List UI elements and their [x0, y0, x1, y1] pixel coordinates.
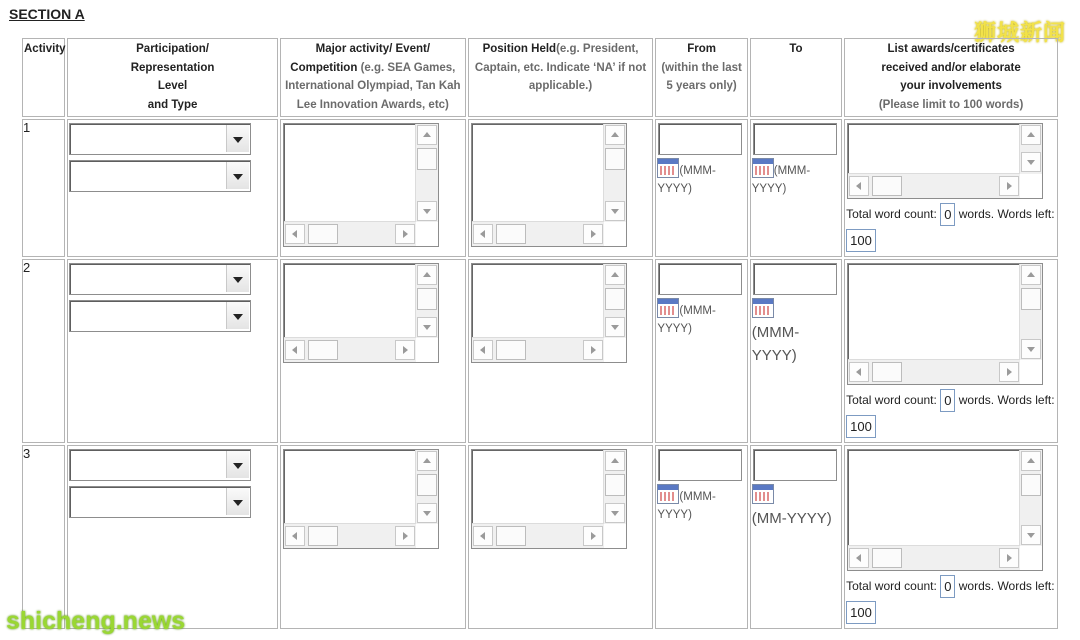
awards-textarea[interactable]	[847, 449, 1043, 571]
header-position-hint: applicable.)	[528, 80, 593, 92]
scroll-corner	[1020, 174, 1042, 198]
position-held-cell	[468, 445, 654, 629]
to-cell	[750, 445, 842, 629]
from-date-input[interactable]	[658, 263, 742, 295]
scroll-up-icon[interactable]	[1021, 451, 1041, 471]
date-format-hint: (MMM-YYYY)	[751, 165, 811, 195]
horizontal-scrollbar[interactable]	[848, 545, 1020, 570]
word-count-line	[846, 387, 1057, 439]
words-left-label: words. Words left:	[958, 207, 1055, 221]
scroll-left-icon[interactable]	[473, 526, 493, 546]
scroll-thumb[interactable]	[605, 288, 625, 310]
scroll-corner	[604, 338, 626, 362]
scroll-corner	[1020, 546, 1042, 570]
header-position-hint: Captain, etc. Indicate ‘NA’ if not	[474, 61, 647, 74]
header-awards-line: your involvements	[900, 80, 1002, 92]
word-count-label: Total word count:	[846, 393, 937, 407]
table-row	[22, 445, 1058, 629]
scroll-thumb[interactable]	[496, 224, 526, 244]
major-activity-textarea[interactable]	[283, 449, 439, 549]
word-count-value: 0	[940, 389, 955, 412]
word-count-line	[846, 201, 1057, 253]
calendar-icon[interactable]	[657, 484, 679, 504]
header-activity-label: Activity	[24, 43, 66, 55]
header-to	[750, 38, 842, 117]
watermark-bottom: shicheng.news	[6, 607, 186, 635]
header-position-hint: (e.g. President,	[556, 43, 639, 55]
to-date-input[interactable]	[753, 263, 837, 295]
position-held-cell	[468, 259, 654, 443]
date-format-hint: (MMM-YYYY)	[657, 165, 716, 195]
horizontal-scrollbar[interactable]	[848, 359, 1020, 384]
row-number: 3	[22, 445, 65, 629]
scroll-up-icon[interactable]	[1021, 265, 1041, 285]
scroll-thumb[interactable]	[496, 340, 526, 360]
scroll-left-icon[interactable]	[849, 362, 869, 382]
chevron-down-icon[interactable]	[226, 125, 249, 152]
header-awards-line: received and/or elaborate	[881, 61, 1021, 74]
scroll-thumb[interactable]	[872, 362, 902, 382]
header-major-hint: Lee Innovation Awards, etc)	[296, 98, 449, 111]
horizontal-scrollbar[interactable]	[472, 523, 604, 548]
scroll-thumb[interactable]	[605, 474, 625, 496]
horizontal-scrollbar[interactable]	[472, 221, 604, 246]
scroll-down-icon[interactable]	[1021, 339, 1041, 359]
scroll-corner	[416, 338, 438, 362]
participation-level-select[interactable]	[69, 123, 251, 155]
to-date-hint	[752, 298, 841, 367]
header-participation-line: Level	[157, 80, 188, 92]
participation-type-select[interactable]	[69, 486, 251, 518]
header-participation	[67, 38, 278, 117]
word-count-value: 0	[940, 203, 955, 226]
position-held-textarea[interactable]	[471, 123, 627, 247]
chevron-down-icon[interactable]	[226, 451, 249, 478]
participation-type-select[interactable]	[69, 300, 251, 332]
scroll-down-icon[interactable]	[417, 201, 437, 221]
from-cell	[655, 259, 747, 443]
position-held-textarea[interactable]	[471, 449, 627, 549]
scroll-thumb[interactable]	[417, 474, 437, 496]
vertical-scrollbar[interactable]	[603, 264, 626, 338]
header-awards-hint: (Please limit to 100 words)	[878, 98, 1024, 111]
vertical-scrollbar[interactable]	[1019, 450, 1042, 546]
scroll-down-icon[interactable]	[605, 201, 625, 221]
scroll-thumb[interactable]	[308, 526, 338, 546]
vertical-scrollbar[interactable]	[603, 124, 626, 222]
date-format-hint: (MMM-YYYY)	[751, 324, 800, 364]
header-from-hint: 5 years only)	[666, 80, 737, 92]
from-date-input[interactable]	[658, 449, 742, 481]
to-date-input[interactable]	[753, 123, 837, 155]
header-activity	[22, 38, 65, 117]
to-cell	[750, 119, 842, 257]
row-number: 1	[22, 119, 65, 257]
horizontal-scrollbar[interactable]	[284, 523, 416, 548]
header-major-line: Major activity/ Event/	[315, 43, 431, 55]
table-row	[22, 259, 1058, 443]
header-major-hint: International Olympiad, Tan Kah	[285, 80, 461, 92]
scroll-left-icon[interactable]	[473, 224, 493, 244]
vertical-scrollbar[interactable]	[415, 124, 438, 222]
to-cell	[750, 259, 842, 443]
scroll-left-icon[interactable]	[849, 176, 869, 196]
scroll-corner	[604, 524, 626, 548]
scroll-right-icon[interactable]	[999, 176, 1019, 196]
scroll-down-icon[interactable]	[417, 503, 437, 523]
horizontal-scrollbar[interactable]	[848, 173, 1020, 198]
words-left-value: 100	[846, 601, 876, 624]
scroll-left-icon[interactable]	[285, 224, 305, 244]
watermark-top: 狮城新闻	[973, 20, 1066, 45]
vertical-scrollbar[interactable]	[415, 264, 438, 338]
major-activity-cell	[280, 119, 466, 257]
words-left-label: words. Words left:	[958, 579, 1055, 593]
header-awards-line: List awards/certificates	[887, 43, 1015, 55]
scroll-left-icon[interactable]	[285, 340, 305, 360]
participation-level-select[interactable]	[69, 449, 251, 481]
awards-textarea[interactable]	[847, 123, 1043, 199]
scroll-up-icon[interactable]	[417, 451, 437, 471]
header-participation-line: Participation/	[136, 43, 209, 55]
scroll-left-icon[interactable]	[849, 548, 869, 568]
vertical-scrollbar[interactable]	[1019, 124, 1042, 174]
header-major-activity	[280, 38, 466, 117]
scroll-up-icon[interactable]	[605, 451, 625, 471]
scroll-right-icon[interactable]	[999, 362, 1019, 382]
scroll-thumb[interactable]	[1021, 474, 1041, 496]
header-position-label: Position Held	[482, 43, 557, 55]
word-count-line	[846, 573, 1057, 625]
header-participation-line: and Type	[147, 98, 198, 111]
date-format-hint: (MMM-YYYY)	[657, 491, 716, 521]
words-left-value: 100	[846, 415, 876, 438]
header-major-line: Competition	[290, 61, 361, 74]
awards-textarea[interactable]	[847, 263, 1043, 385]
header-from-label: From	[687, 43, 716, 55]
words-left-value: 100	[846, 229, 876, 252]
header-position-held	[468, 38, 654, 117]
scroll-up-icon[interactable]	[605, 265, 625, 285]
participation-cell	[67, 445, 278, 629]
calendar-icon[interactable]	[752, 298, 774, 318]
from-date-hint	[657, 484, 746, 524]
scroll-thumb[interactable]	[1021, 288, 1041, 310]
participation-type-select[interactable]	[69, 160, 251, 192]
row-number: 2	[22, 259, 65, 443]
scroll-right-icon[interactable]	[999, 548, 1019, 568]
awards-cell	[844, 119, 1058, 257]
calendar-icon[interactable]	[657, 158, 679, 178]
from-date-hint	[657, 158, 746, 198]
word-count-label: Total word count:	[846, 207, 937, 221]
vertical-scrollbar[interactable]	[415, 450, 438, 524]
scroll-thumb[interactable]	[872, 548, 902, 568]
to-date-input[interactable]	[753, 449, 837, 481]
major-activity-textarea[interactable]	[283, 123, 439, 247]
chevron-down-icon[interactable]	[226, 162, 249, 189]
scroll-thumb[interactable]	[308, 224, 338, 244]
scroll-corner	[416, 524, 438, 548]
words-left-label: words. Words left:	[958, 393, 1055, 407]
header-from	[655, 38, 747, 117]
position-held-cell	[468, 119, 654, 257]
scroll-down-icon[interactable]	[605, 317, 625, 337]
from-cell	[655, 119, 747, 257]
to-date-hint	[752, 158, 841, 198]
horizontal-scrollbar[interactable]	[472, 337, 604, 362]
scroll-up-icon[interactable]	[605, 125, 625, 145]
from-date-hint	[657, 298, 746, 338]
scroll-left-icon[interactable]	[285, 526, 305, 546]
date-format-hint: (MMM-YYYY)	[657, 305, 716, 335]
participation-cell	[67, 119, 278, 257]
scroll-thumb[interactable]	[872, 176, 902, 196]
header-participation-line: Representation	[130, 61, 215, 74]
scroll-thumb[interactable]	[417, 148, 437, 170]
calendar-icon[interactable]	[752, 158, 774, 178]
scroll-down-icon[interactable]	[605, 503, 625, 523]
scroll-down-icon[interactable]	[417, 317, 437, 337]
header-awards	[844, 38, 1058, 117]
scroll-corner	[1020, 360, 1042, 384]
scroll-up-icon[interactable]	[417, 265, 437, 285]
chevron-down-icon[interactable]	[226, 488, 249, 515]
vertical-scrollbar[interactable]	[1019, 264, 1042, 360]
header-major-hint: (e.g. SEA Games,	[360, 61, 456, 74]
scroll-up-icon[interactable]	[1021, 125, 1041, 145]
activity-table	[20, 36, 1060, 631]
awards-cell	[844, 259, 1058, 443]
participation-cell	[67, 259, 278, 443]
header-to-label: To	[789, 43, 803, 55]
scroll-right-icon[interactable]	[395, 340, 415, 360]
participation-level-select[interactable]	[69, 263, 251, 295]
horizontal-scrollbar[interactable]	[284, 337, 416, 362]
section-title: SECTION A	[9, 6, 85, 22]
date-format-hint: (MM-YYYY)	[751, 510, 832, 527]
scroll-right-icon[interactable]	[583, 340, 603, 360]
word-count-label: Total word count:	[846, 579, 937, 593]
chevron-down-icon[interactable]	[226, 265, 249, 292]
scroll-right-icon[interactable]	[395, 224, 415, 244]
scroll-down-icon[interactable]	[1021, 152, 1041, 172]
calendar-icon[interactable]	[752, 484, 774, 504]
major-activity-textarea[interactable]	[283, 263, 439, 363]
scroll-thumb[interactable]	[605, 148, 625, 170]
from-date-input[interactable]	[658, 123, 742, 155]
major-activity-cell	[280, 445, 466, 629]
scroll-left-icon[interactable]	[473, 340, 493, 360]
scroll-thumb[interactable]	[308, 340, 338, 360]
calendar-icon[interactable]	[657, 298, 679, 318]
from-cell	[655, 445, 747, 629]
horizontal-scrollbar[interactable]	[284, 221, 416, 246]
awards-cell	[844, 445, 1058, 629]
vertical-scrollbar[interactable]	[603, 450, 626, 524]
scroll-down-icon[interactable]	[1021, 525, 1041, 545]
to-date-hint	[752, 484, 841, 530]
scroll-right-icon[interactable]	[395, 526, 415, 546]
word-count-value: 0	[940, 575, 955, 598]
position-held-textarea[interactable]	[471, 263, 627, 363]
major-activity-cell	[280, 259, 466, 443]
scroll-right-icon[interactable]	[583, 526, 603, 546]
header-from-hint: (within the last	[661, 61, 742, 74]
scroll-thumb[interactable]	[417, 288, 437, 310]
scroll-up-icon[interactable]	[417, 125, 437, 145]
scroll-corner	[416, 222, 438, 246]
chevron-down-icon[interactable]	[226, 302, 249, 329]
scroll-corner	[604, 222, 626, 246]
table-row	[22, 119, 1058, 257]
scroll-right-icon[interactable]	[583, 224, 603, 244]
scroll-thumb[interactable]	[496, 526, 526, 546]
